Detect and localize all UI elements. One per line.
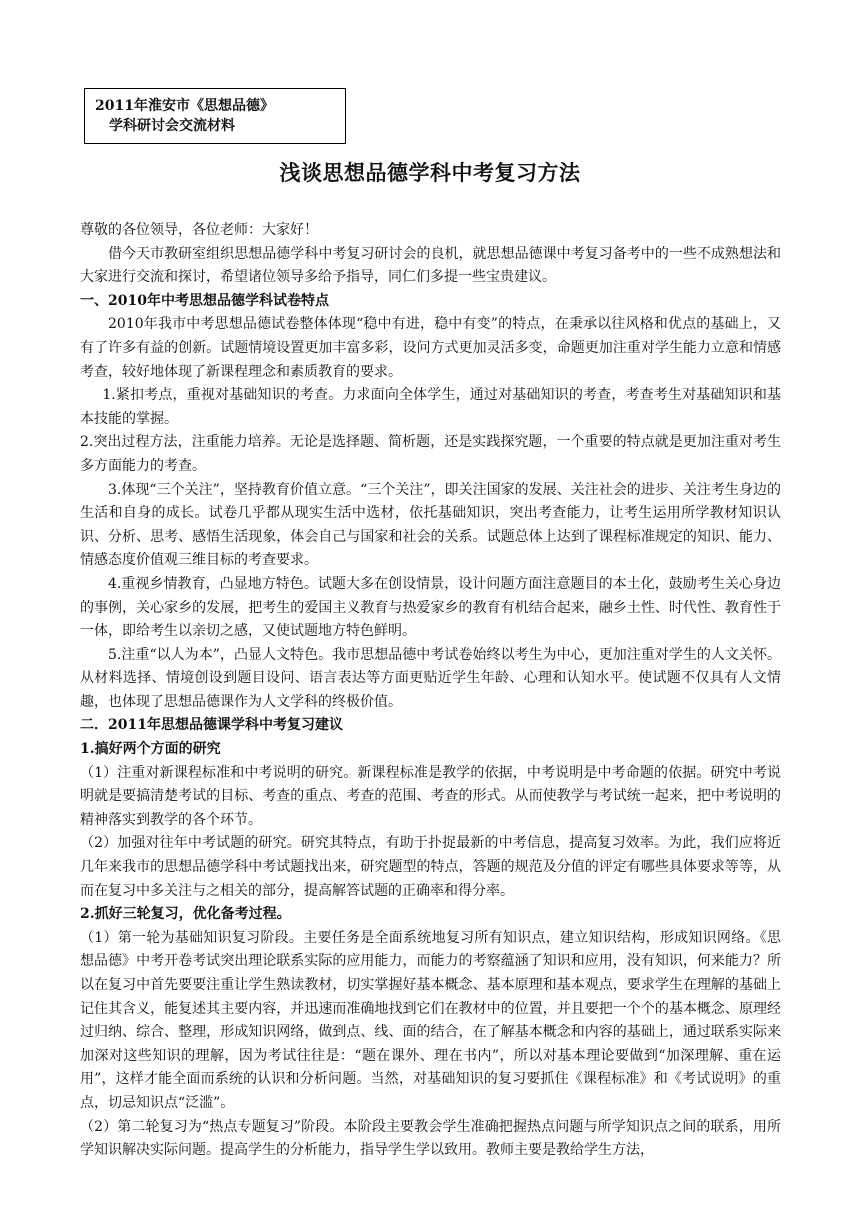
header-box-line1: 2011年淮安市《思想品德》 <box>95 98 274 114</box>
paragraph: （2）加强对往年中考试题的研究。研究其特点，有助于扑捉最新的中考信息，提高复习效率。为此，我们应将近几年来我市的思想品德学科中考试题找出来，研究题型的特点，答题的规范及分值的评定有哪些具体要求等等，从而在复习中多关注与之相关的部分，提高解答试题的正确率和得分率。 <box>80 835 781 899</box>
paragraph: 4.重视乡情教育，凸显地方特色。试题大多在创设情景，设计问题方面注意题目的本土化，鼓励考生关心身边的事例，关心家乡的发展，把考生的爱国主义教育与热爱家乡的教育有机结合起来，融乡土性、时代性、教育性于一体，即给考生以亲切之感，又使试题地方特色鲜明。 <box>80 575 781 640</box>
intro-paragraph: 借今天市教研室组织思想品德学科中考复习研讨会的良机，就思想品德课中考复习备考中的一些不成熟想法和大家进行交流和探讨，希望诸位领导多给予指导，同仁们多提一些宝贵建议。 <box>80 245 781 286</box>
paragraph: （1）第一轮为基础知识复习阶段。主要任务是全面系统地复习所有知识点，建立知识结构，形成知识网络。《思想品德》中考开卷考试突出理论联系实际的应用能力，而能力的考察蕴涵了知识和应用，没有知识，何来能力？所以在复习中首先要要注重让学生熟读教材，切实掌握好基本概念、基本原理和基本观点，要求学生在理解的基础上记住其含义，能复述其主要内容，并迅速而准确地找到它们在教材中的位置，并且要把一个个的基本概念、原理经过归纳、综合、整理，形成知识网络，做到点、线、面的结合，在了解基本概念和内容的基础上，通过联系实际来加深对这些知识的理解，因为考试往往是：“题在课外、理在书内”，所以对基本理论要做到“加深理解、重在运用”，这样才能全面而系统的认识和分析问题。当然，对基础知识的复习要抓住《课程标准》和《考试说明》的重点，切忌知识点“泛滥”。 <box>80 929 781 1111</box>
document-title: 浅谈思想品德学科中考复习方法 <box>279 160 581 185</box>
paragraph: 2010年我市中考思想品德试卷整体体现“稳中有进，稳中有变”的特点，在秉承以往风格和优点的基础上，又有了许多有益的创新。试题情境设置更加丰富多彩，设问方式更加灵活多变，命题更加注重对学生能力立意和情感考查，较好地体现了新课程理念和素质教育的要求。 <box>80 316 781 380</box>
paragraph: （1）注重对新课程标准和中考说明的研究。新课程标准是教学的依据，中考说明是中考命题的依据。研究中考说明就是要搞清楚考试的目标、考查的重点、考查的范围、考查的形式。从而使教学与考试统一起来，把中考说明的精神落实到教学的各个环节。 <box>80 764 781 828</box>
paragraph: 2.突出过程方法，注重能力培养。无论是选择题、简析题，还是实践探究题，一个重要的特点就是更加注重对考生多方面能力的考查。 <box>80 434 781 474</box>
section-heading-1: 一、2010年中考思想品德学科试卷特点 <box>80 292 329 309</box>
header-box-line2: 学科研讨会交流材料 <box>109 118 235 134</box>
paragraph: 5.注重“以人为本”，凸显人文特色。我市思想品德中考试卷始终以考生为中心，更加注重对学生的人文关怀。从材料选择、情境创设到题目设问、语言表达等方面更贴近学生年龄、心理和认知水平。使试题不仅具有人文情趣，也体现了思想品德课作为人文学科的终极价值。 <box>80 646 781 710</box>
section-heading-2: 二．2011年思想品德课学科中考复习建议 <box>80 717 343 734</box>
paragraph: 1.紧扣考点，重视对基础知识的考查。力求面向全体学生，通过对基础知识的考查，考查考生对基础知识和基本技能的掌握。 <box>80 387 781 427</box>
subsection-heading: 1.搞好两个方面的研究 <box>80 741 221 758</box>
document-body <box>80 219 781 1163</box>
paragraph: （2）第二轮复习为“热点专题复习”阶段。本阶段主要教会学生准确把握热点问题与所学知识点之间的联系，用所学知识解决实际问题。提高学生的分析能力，指导学生学以致用。教师主要是教给学生方法， <box>80 1118 781 1159</box>
subsection-heading: 2.抓好三轮复习，优化备考过程。 <box>80 906 291 923</box>
greeting: 尊敬的各位领导，各位老师：大家好！ <box>80 222 318 238</box>
paragraph: 3.体现“三个关注”，坚持教育价值立意。“三个关注”，即关注国家的发展、关注社会的进步、关注考生身边的生活和自身的成长。试卷几乎都从现实生活中选材，依托基础知识，突出考查能力，让考生运用所学教材知识认识、分析、思考、感悟生活现象，体会自己与国家和社会的关系。试题总体上达到了课程标准规定的知识、能力、情感态度价值观三维目标的考查要求。 <box>80 481 781 569</box>
header-box <box>84 88 346 144</box>
